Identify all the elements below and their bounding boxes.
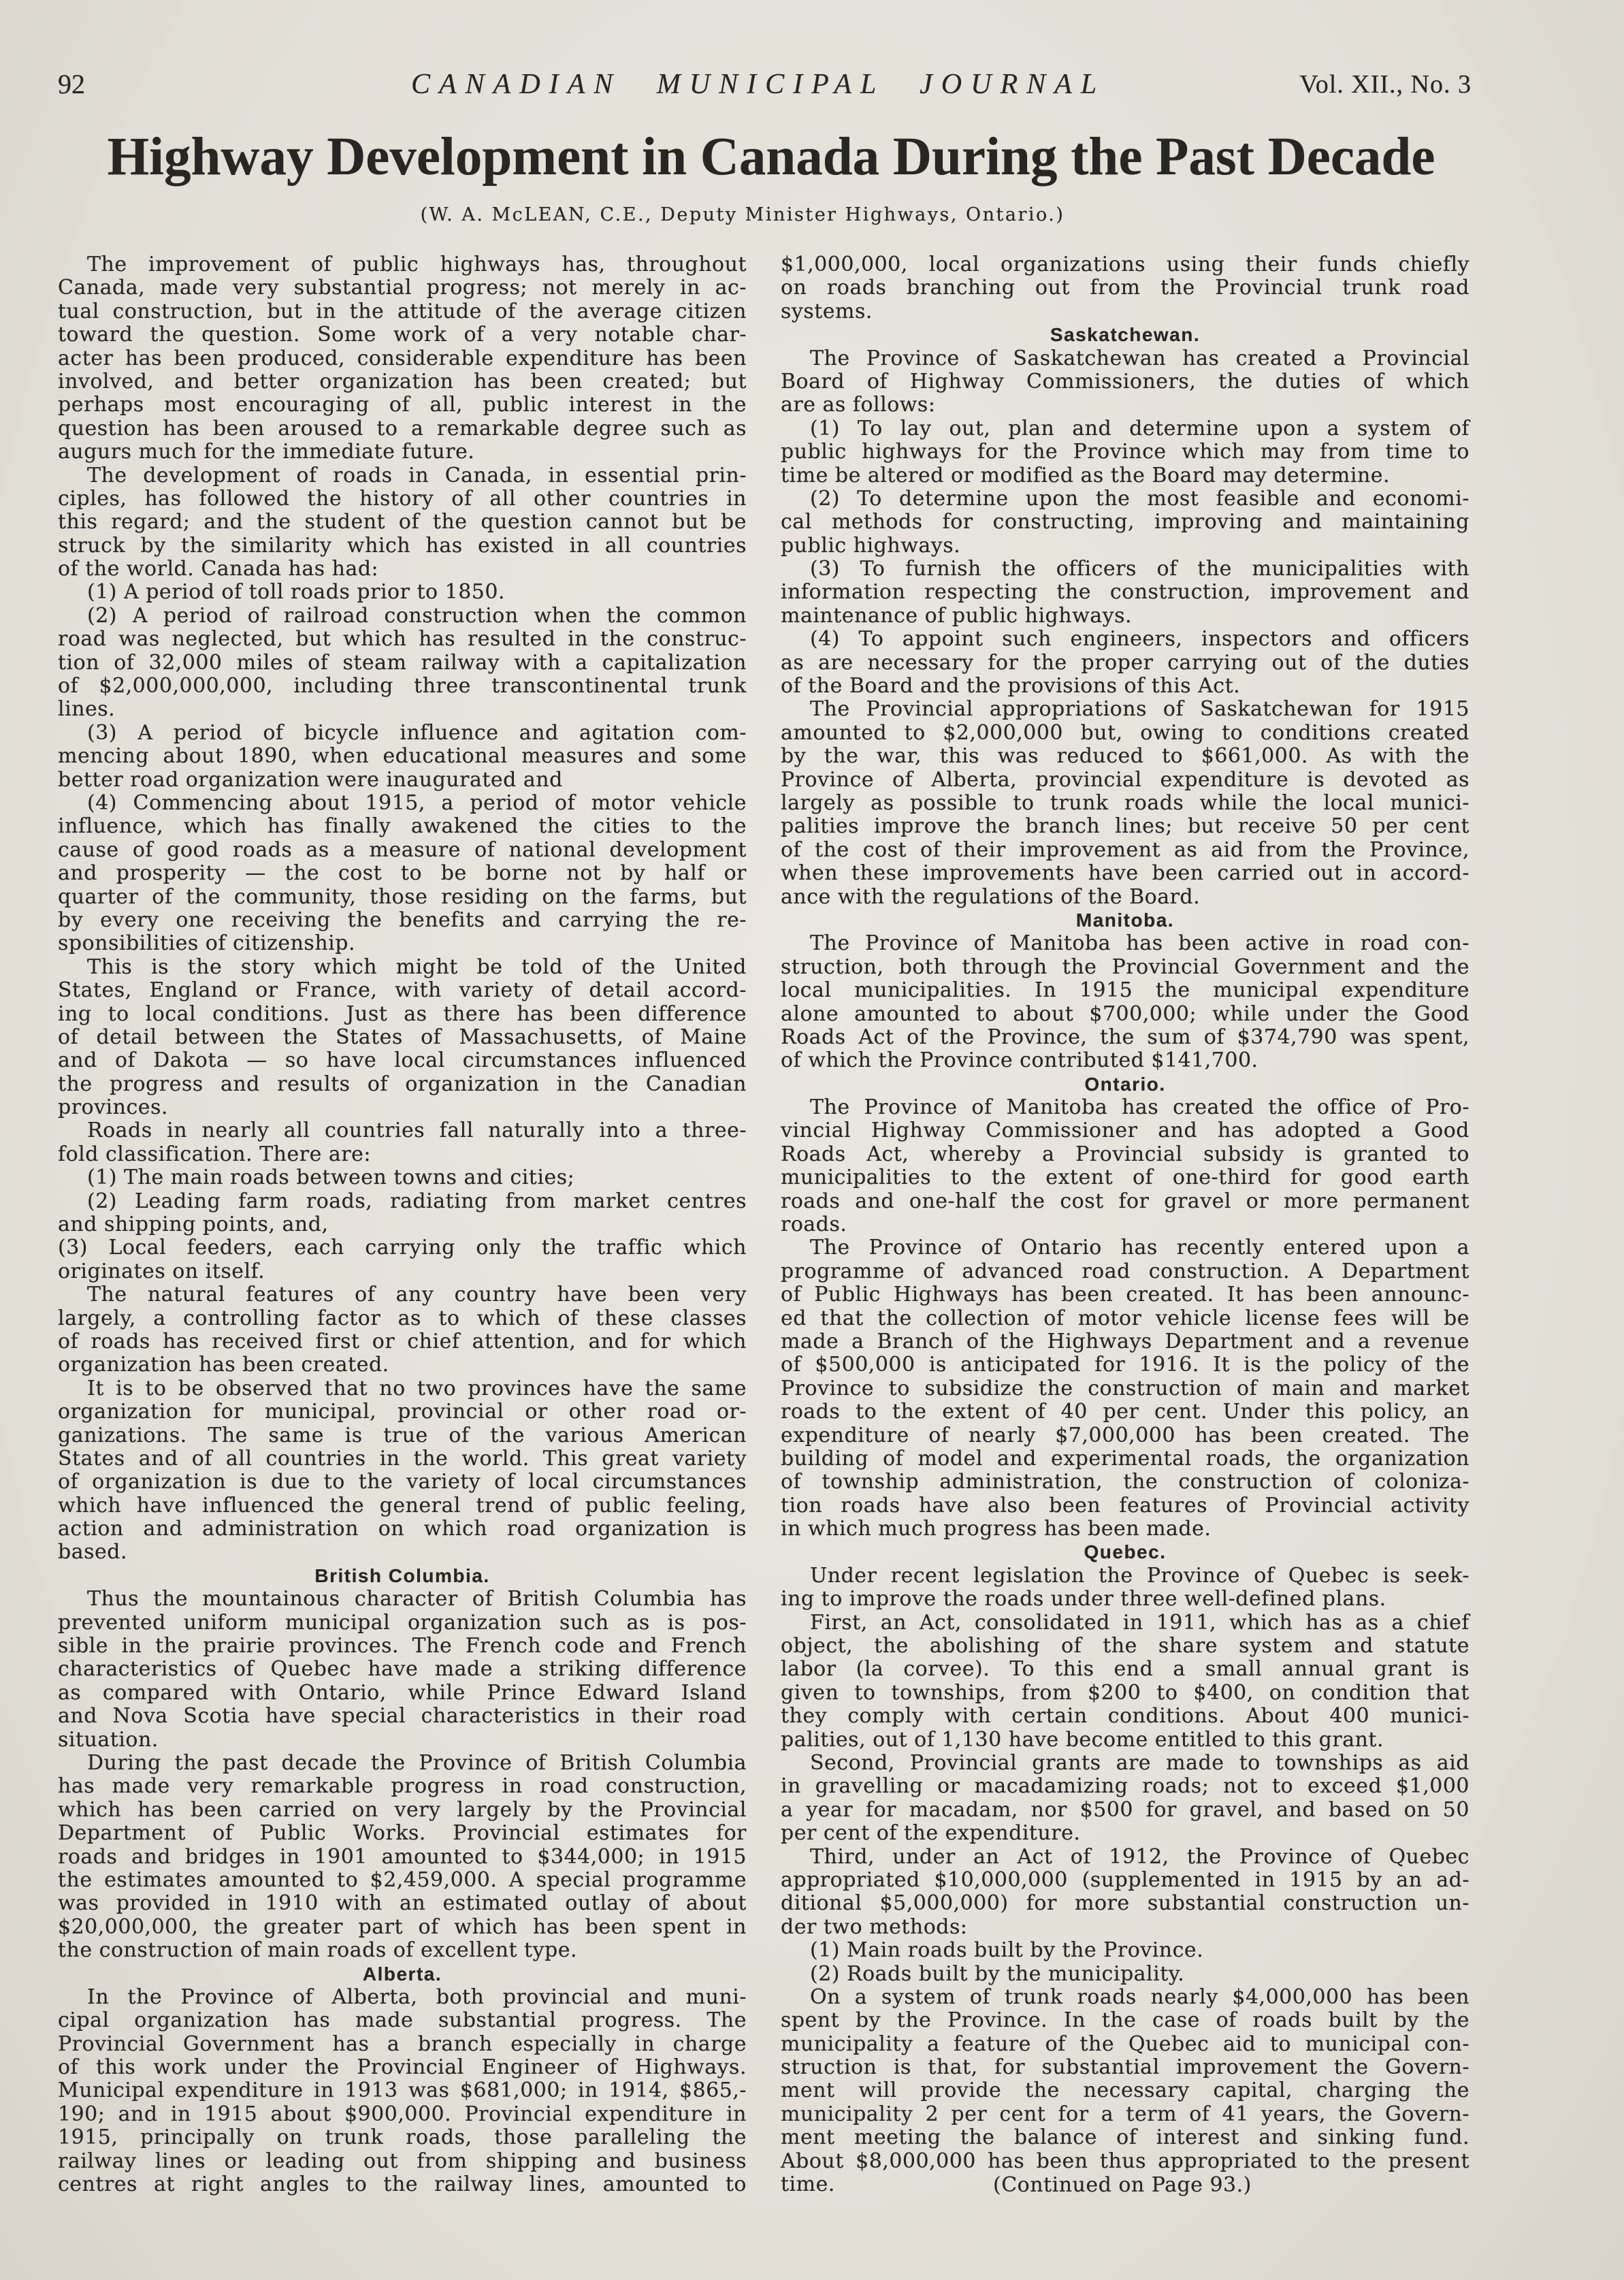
- text-line: The natural features of any country have been very: [87, 1283, 747, 1307]
- text-line: per cent of the expenditure.: [781, 1821, 1081, 1846]
- text-line: ganizations. The same is true of the various American: [58, 1423, 747, 1447]
- text-line: as are necessary for the proper carrying out of the duties: [781, 650, 1469, 675]
- volume-issue: Vol. XII., No. 3: [1299, 70, 1472, 99]
- paragraph: [781, 1611, 1469, 1752]
- text-line: ment meeting the balance of interest and sinking fund.: [781, 2125, 1469, 2150]
- text-line: local municipalities. In 1915 the municipal expenditure: [781, 978, 1469, 1003]
- text-line: organization has been created.: [58, 1353, 389, 1377]
- text-line: States and of all countries in the world. This great variety: [58, 1446, 747, 1471]
- paragraph: [781, 1752, 1469, 1846]
- text-line: cipal organization has made substantial progress. The: [58, 2008, 747, 2033]
- text-line: Board of Highway Commissioners, the duties of which: [781, 369, 1469, 394]
- paragraph: [781, 1963, 1469, 1986]
- text-line: ditional $5,000,000) for more substantial construction un-: [781, 1891, 1469, 1916]
- text-line: Roads Act of the Province, the sum of $374,790 was spent,: [781, 1025, 1469, 1049]
- text-line: roads to the extent of 40 per cent. Under this policy, an: [781, 1400, 1469, 1424]
- text-line: made a Branch of the Highways Department and a revenue: [781, 1329, 1469, 1353]
- text-line: The improvement of public highways has, throughout: [87, 253, 747, 276]
- section-heading: British Columbia.: [314, 1564, 490, 1586]
- text-line: 1915, principally on trunk roads, those paralleling the: [58, 2125, 747, 2150]
- text-line: (2) Leading farm roads, radiating from market centres: [87, 1189, 747, 1213]
- text-line: object, the abolishing of the share system and statute: [781, 1634, 1469, 1658]
- paragraph: [781, 1236, 1469, 1541]
- paragraph: [58, 1588, 747, 1752]
- text-line: by the war, this was reduced to $661,000. As with the: [781, 744, 1469, 769]
- paragraph: [781, 417, 1469, 487]
- text-line: on roads branching out from the Provincial trunk road: [781, 276, 1469, 300]
- text-line: (2) Roads built by the municipality.: [810, 1961, 1185, 1986]
- paragraph: [781, 558, 1469, 628]
- text-column-left: [58, 253, 747, 2196]
- text-line: labor (la corvee). To this end a small annual grant is: [781, 1657, 1469, 1682]
- text-line: better road organization were inaugurated and: [58, 767, 563, 792]
- text-line: Thus the mountainous character of British Columbia has: [87, 1587, 747, 1611]
- text-line: (1) To lay out, plan and determine upon a system of: [810, 416, 1469, 440]
- paragraph: [58, 1283, 747, 1377]
- text-line: $20,000,000, the greater part of which has been spent in: [58, 1914, 747, 1939]
- text-line: augurs much for the immediate future.: [58, 440, 475, 464]
- text-line: of the world. Canada has had:: [58, 557, 379, 581]
- paragraph: [781, 698, 1469, 909]
- text-line: This is the story which might be told of the United: [87, 954, 747, 979]
- text-line: sible in the prairie provinces. The French code and French: [58, 1634, 747, 1658]
- text-line: question has been aroused to a remarkable degree such as: [58, 416, 747, 440]
- text-line: (1) A period of toll roads prior to 1850.: [87, 580, 506, 605]
- text-line: roads.: [781, 1213, 847, 1237]
- text-line: of $2,000,000,000, including three transcontinental trunk: [58, 674, 747, 699]
- text-line: based.: [58, 1540, 127, 1564]
- text-line: was provided in 1910 with an estimated outlay of about: [58, 1891, 747, 1916]
- section-heading: Manitoba.: [1075, 909, 1175, 931]
- text-line: by every one receiving the benefits and carrying the re-: [58, 908, 747, 932]
- text-line: Second, Provincial grants are made to townships as aid: [810, 1751, 1469, 1775]
- text-line: which have influenced the general trend of public feeling,: [58, 1493, 747, 1518]
- text-line: public highways.: [781, 533, 961, 558]
- paragraph: [58, 464, 747, 581]
- text-line: programme of advanced road construction. A Department: [781, 1259, 1469, 1283]
- text-line: of organization is due to the variety of local circumstances: [58, 1470, 747, 1494]
- text-line: and Nova Scotia have special characteristics in their road: [58, 1704, 747, 1729]
- text-line: (2) To determine upon the most feasible and economi-: [810, 486, 1469, 511]
- paragraph: [58, 792, 747, 956]
- text-line: time.: [781, 2172, 835, 2197]
- text-line: expenditure of nearly $7,000,000 has been created. The: [781, 1423, 1469, 1447]
- text-line: which has been carried on very largely by the Provincial: [58, 1797, 747, 1822]
- text-line: The development of roads in Canada, in essential prin-: [87, 463, 747, 487]
- paragraph: [58, 722, 747, 792]
- text-line: building of model and experimental roads, the organization: [781, 1446, 1469, 1471]
- text-line: quarter of the community, those residing on the farms, but: [58, 884, 747, 909]
- paragraph: [781, 628, 1469, 698]
- text-line: maintenance of public highways.: [781, 603, 1133, 628]
- text-line: Province to subsidize the construction of main and market: [781, 1376, 1469, 1400]
- text-line: of Public Highways has been created. It has been announc-: [781, 1283, 1469, 1307]
- text-line: spent by the Province. In the case of roads built by the: [781, 2008, 1469, 2033]
- text-line: Under recent legislation the Province of Quebec is seek-: [810, 1563, 1469, 1588]
- text-line: In the Province of Alberta, both provincial and muni-: [87, 1985, 747, 2009]
- text-line: in gravelling or macadamizing roads; not to exceed $1,000: [781, 1774, 1469, 1799]
- section-heading: Ontario.: [1084, 1073, 1166, 1095]
- text-line: Province of Alberta, provincial expenditure is devoted as: [781, 767, 1469, 792]
- text-line: (4) To appoint such engineers, inspectors and officers: [810, 627, 1469, 652]
- text-line: mencing about 1890, when educational measures and some: [58, 744, 747, 769]
- text-line: of $500,000 is anticipated for 1916. It is the policy of the: [781, 1353, 1469, 1377]
- text-line: perhaps most encouraging of all, public interest in the: [58, 393, 747, 417]
- paragraph: [781, 932, 1469, 1072]
- text-line: During the past decade the Province of British Columbia: [87, 1751, 747, 1775]
- text-line: alone amounted to about $700,000; while under the Good: [781, 1001, 1469, 1026]
- text-line: About $8,000,000 has been thus appropriated to the present: [781, 2149, 1469, 2173]
- paragraph: [58, 253, 747, 464]
- text-line: It is to be observed that no two provinces have the same: [87, 1376, 747, 1400]
- text-line: struction, both through the Provincial Government and the: [781, 954, 1469, 979]
- text-line: $1,000,000, local organizations using their funds chiefly: [781, 253, 1469, 276]
- text-line: cal methods for constructing, improving and maintaining: [781, 510, 1469, 534]
- text-line: The Provincial appropriations of Saskatchewan for 1915: [810, 697, 1469, 722]
- text-line: of the cost of their improvement as aid from the Province,: [781, 837, 1469, 862]
- text-line: situation.: [58, 1727, 159, 1752]
- text-line: (1) Main roads built by the Province.: [810, 1938, 1204, 1963]
- text-line: The Province of Manitoba has created the office of Pro-: [810, 1095, 1469, 1120]
- text-line: provinces.: [58, 1095, 168, 1120]
- text-line: appropriated $10,000,000 (supplemented in 1915 by an ad-: [781, 1867, 1469, 1892]
- text-line: has made very remarkable progress in road construction,: [58, 1774, 747, 1799]
- paragraph: [58, 1166, 747, 1189]
- text-line: originates on itself.: [58, 1259, 265, 1283]
- text-line: of township administration, the construction of coloniza-: [781, 1470, 1469, 1494]
- text-line: ance with the regulations of the Board.: [781, 884, 1201, 909]
- text-line: of which the Province contributed $141,700.: [781, 1048, 1258, 1073]
- text-line: fold classification. There are:: [58, 1142, 371, 1166]
- text-line: largely, a controlling factor as to which of these classes: [58, 1306, 747, 1330]
- text-line: On a system of trunk roads nearly $4,000,000 has been: [810, 1985, 1469, 2009]
- text-line: lines.: [58, 697, 116, 722]
- paragraph: [781, 1564, 1469, 1611]
- text-line: the construction of main roads of excellent type.: [58, 1938, 578, 1963]
- text-line: roads and bridges in 1901 amounted to $344,000; in 1915: [58, 1844, 747, 1869]
- text-line: characteristics of Quebec have made a striking difference: [58, 1657, 747, 1682]
- journal-name: CANADIAN MUNICIPAL JOURNAL: [411, 69, 1106, 100]
- paragraph: [781, 487, 1469, 558]
- text-line: given to townships, from $200 to $400, on condition that: [781, 1680, 1469, 1705]
- text-line: and prosperity — the cost to be borne not by half or: [58, 861, 747, 886]
- text-line: palities improve the branch lines; but receive 50 per cent: [781, 814, 1469, 839]
- text-line: Department of Public Works. Provincial estimates for: [58, 1821, 747, 1846]
- text-line: (3) Local feeders, each carrying only the traffic which: [58, 1236, 747, 1260]
- text-line: toward the question. Some work of a very notable char-: [58, 323, 747, 347]
- text-line: roads and one-half the cost for gravel or more permanent: [781, 1189, 1469, 1213]
- paragraph: [58, 1752, 747, 1963]
- text-line: and of Dakota — so have local circumstances influenced: [58, 1048, 747, 1073]
- text-line: in which much progress has been made.: [781, 1517, 1212, 1541]
- text-line: ed that the collection of motor vehicle license fees will be: [781, 1306, 1469, 1330]
- paragraph: [58, 1190, 747, 1237]
- text-line: The Province of Ontario has recently entered upon a: [810, 1236, 1469, 1260]
- text-line: (1) The main roads between towns and cities;: [87, 1166, 575, 1190]
- section-heading: Alberta.: [362, 1963, 442, 1985]
- text-line: of the Board and the provisions of this Act.: [781, 674, 1241, 699]
- text-line: Canada, made very substantial progress; not merely in ac-: [58, 276, 747, 300]
- text-line: of detail between the States of Massachusetts, of Maine: [58, 1025, 747, 1049]
- text-line: action and administration on which road organization is: [58, 1517, 747, 1541]
- text-line: ment will provide the necessary capital, charging the: [781, 2078, 1469, 2103]
- text-line: (3) A period of bicycle influence and agitation com-: [87, 720, 747, 745]
- text-line: struck by the similarity which has existed in all countries: [58, 533, 747, 558]
- paragraph: [58, 605, 747, 722]
- text-line: of roads has received first or chief attention, and for which: [58, 1329, 747, 1353]
- section-heading: Saskatchewan.: [1050, 324, 1201, 346]
- text-line: time be altered or modified as the Board may determine.: [781, 463, 1391, 487]
- text-line: (2) A period of railroad construction when the common: [87, 603, 747, 628]
- text-line: this regard; and the student of the question cannot but be: [58, 510, 747, 534]
- continued-note: (Continued on Page 93.): [993, 2172, 1252, 2197]
- text-line: Municipal expenditure in 1913 was $681,000; in 1914, $865,-: [58, 2078, 747, 2103]
- text-line: involved, and better organization has been created; but: [58, 369, 747, 394]
- text-line: centres at right angles to the railway lines, amounted to: [58, 2172, 747, 2197]
- paragraph: [58, 1236, 747, 1283]
- text-line: amounted to $2,000,000 but, owing to conditions created: [781, 720, 1469, 745]
- paragraph: [58, 1119, 747, 1166]
- text-column-right: [781, 253, 1469, 2196]
- text-line: railway lines or leading out from shipping and business: [58, 2149, 747, 2173]
- text-line: sponsibilities of citizenship.: [58, 931, 355, 956]
- paragraph: [781, 1986, 1469, 2197]
- text-line: are as follows:: [781, 393, 936, 417]
- text-line: a year for macadam, nor $500 for gravel, and based on 50: [781, 1797, 1469, 1822]
- text-line: tion of 32,000 miles of steam railway with a capitalization: [58, 650, 747, 675]
- text-line: acter has been produced, considerable expenditure has been: [58, 346, 747, 370]
- text-line: public highways for the Province which may from time to: [781, 440, 1469, 464]
- text-line: First, an Act, consolidated in 1911, which has as a chief: [810, 1610, 1469, 1635]
- text-line: palities, out of 1,130 have become entitled to this grant.: [781, 1727, 1384, 1752]
- text-line: tual construction, but in the attitude of the average citizen: [58, 299, 747, 323]
- section-heading: Quebec.: [1084, 1541, 1167, 1563]
- text-line: Third, under an Act of 1912, the Province of Quebec: [810, 1844, 1469, 1869]
- paragraph: [58, 956, 747, 1120]
- text-line: and shipping points, and,: [58, 1213, 329, 1237]
- text-line: ciples, has followed the history of all other countries in: [58, 486, 747, 511]
- text-line: struction is that, for substantial improvement the Govern-: [781, 2055, 1469, 2080]
- text-line: 190; and in 1915 about $900,000. Provincial expenditure in: [58, 2102, 747, 2126]
- article-title: Highway Development in Canada During the Past Decade: [107, 127, 1435, 187]
- text-line: tion roads have also been features of Provincial activity: [781, 1493, 1469, 1518]
- text-line: municipalities to the extent of one-third for good earth: [781, 1166, 1469, 1190]
- paragraph: [781, 1939, 1469, 1962]
- text-line: ing to improve the roads under three well-defined plans.: [781, 1587, 1386, 1611]
- paragraph: [781, 347, 1469, 417]
- text-line: largely as possible to trunk roads while the local munici-: [781, 790, 1469, 815]
- text-line: ing to local conditions. Just as there has been difference: [58, 1001, 747, 1026]
- paragraph: [781, 253, 1469, 323]
- text-line: the progress and results of organization in the Canadian: [58, 1072, 747, 1096]
- text-line: (4) Commencing about 1915, a period of motor vehicle: [87, 790, 747, 815]
- paragraph: [781, 1096, 1469, 1236]
- page-number: 92: [58, 69, 85, 99]
- text-line: influence, which has finally awakened the cities to the: [58, 814, 747, 839]
- paragraph: [781, 1846, 1469, 1940]
- text-line: The Province of Manitoba has been active in road con-: [810, 931, 1469, 956]
- text-line: they comply with certain conditions. About 400 munici-: [781, 1704, 1469, 1729]
- text-line: the estimates amounted to $2,459,000. A special programme: [58, 1867, 747, 1892]
- text-line: information respecting the construction, improvement and: [781, 580, 1469, 605]
- text-line: der two methods:: [781, 1914, 968, 1939]
- text-line: municipality a feature of the Quebec aid to municipal con-: [781, 2032, 1469, 2056]
- text-line: as compared with Ontario, while Prince Edward Island: [58, 1680, 747, 1705]
- text-line: vincial Highway Commissioner and has adopted a Good: [781, 1119, 1469, 1143]
- text-line: organization for municipal, provincial or other road or-: [58, 1400, 747, 1424]
- text-line: systems.: [781, 299, 873, 323]
- text-line: States, England or France, with variety of detail accord-: [58, 978, 747, 1003]
- text-line: of this work under the Provincial Engineer of Highways.: [58, 2055, 747, 2080]
- paragraph: [58, 1377, 747, 1564]
- text-line: when these improvements have been carried out in accord-: [781, 861, 1469, 886]
- article-byline: (W. A. McLEAN, C.E., Deputy Minister Highways, Ontario.): [420, 204, 1065, 225]
- text-line: cause of good roads as a measure of national development: [58, 837, 747, 862]
- paragraph: [58, 581, 747, 604]
- text-line: Roads Act, whereby a Provincial subsidy is granted to: [781, 1142, 1469, 1166]
- text-line: Roads in nearly all countries fall naturally into a three-: [87, 1119, 747, 1143]
- text-line: Provincial Government has a branch especially in charge: [58, 2032, 747, 2056]
- text-line: The Province of Saskatchewan has created a Provincial: [810, 346, 1469, 370]
- text-line: prevented uniform municipal organization such as is pos-: [58, 1610, 747, 1635]
- text-line: road was neglected, but which has resulted in the construc-: [58, 627, 747, 652]
- text-line: municipality 2 per cent for a term of 41 years, the Govern-: [781, 2102, 1469, 2126]
- text-line: (3) To furnish the officers of the municipalities with: [810, 557, 1469, 581]
- paragraph: [58, 1986, 747, 2197]
